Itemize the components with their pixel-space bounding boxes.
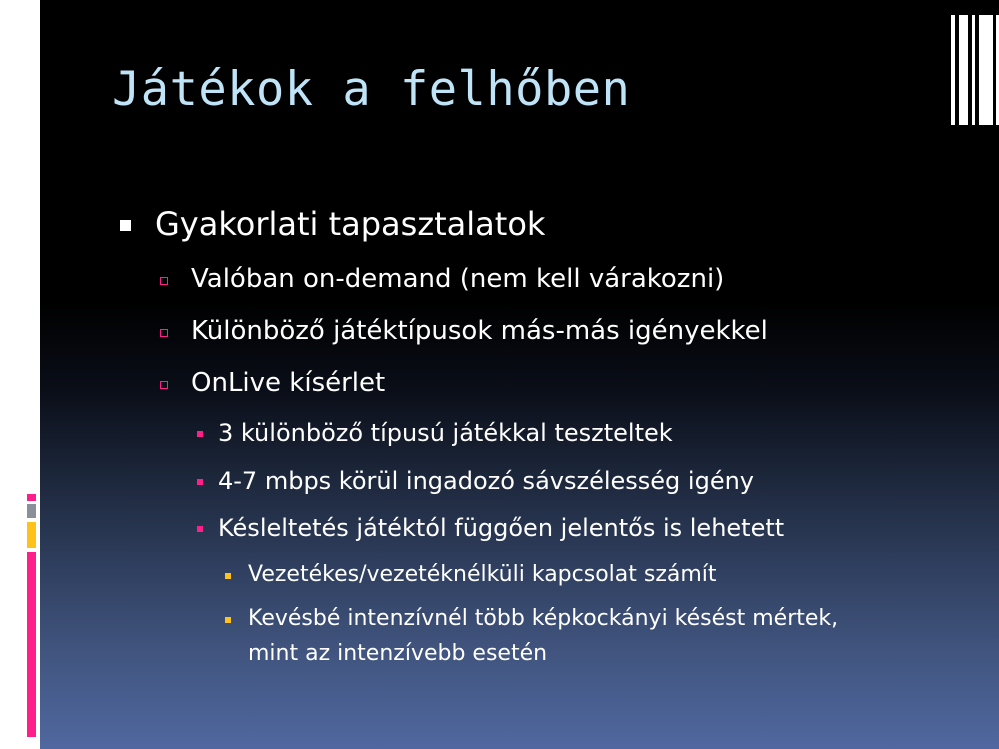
bullet-item: Kevésbé intenzívnél több képkockányi késést mértek, [248, 606, 839, 631]
bullet-item: Vezetékes/vezetéknélküli kapcsolat számít [248, 562, 717, 587]
bullet-marker-pink [197, 431, 203, 437]
bullet-item-continuation: mint az intenzívebb esetén [248, 641, 548, 666]
bullet-item: 4-7 mbps körül ingadozó sávszélesség igény [218, 467, 754, 495]
bullet-marker-hollow-square [160, 329, 168, 337]
bullet-marker-yellow [225, 573, 231, 579]
bullet-item: Különböző játéktípusok más-más igényekkel [191, 316, 768, 346]
bullet-item: 3 különböző típusú játékkal teszteltek [218, 419, 673, 447]
bullet-item: Késleltetés játéktól függően jelentős is lehetett [218, 514, 785, 542]
bullet-item: OnLive kísérlet [191, 368, 386, 398]
bullet-item: Valóban on-demand (nem kell várakozni) [191, 264, 725, 294]
bullet-marker-hollow-square [160, 277, 168, 285]
bullet-marker-pink [197, 479, 203, 485]
bullet-marker-hollow-square [160, 381, 168, 389]
bullet-marker-yellow [225, 617, 231, 623]
bullet-item: Gyakorlati tapasztalatok [155, 205, 546, 243]
bullet-marker-square [120, 220, 131, 231]
slide-title: Játékok a felhőben [112, 62, 631, 117]
bullet-marker-pink [197, 526, 203, 532]
